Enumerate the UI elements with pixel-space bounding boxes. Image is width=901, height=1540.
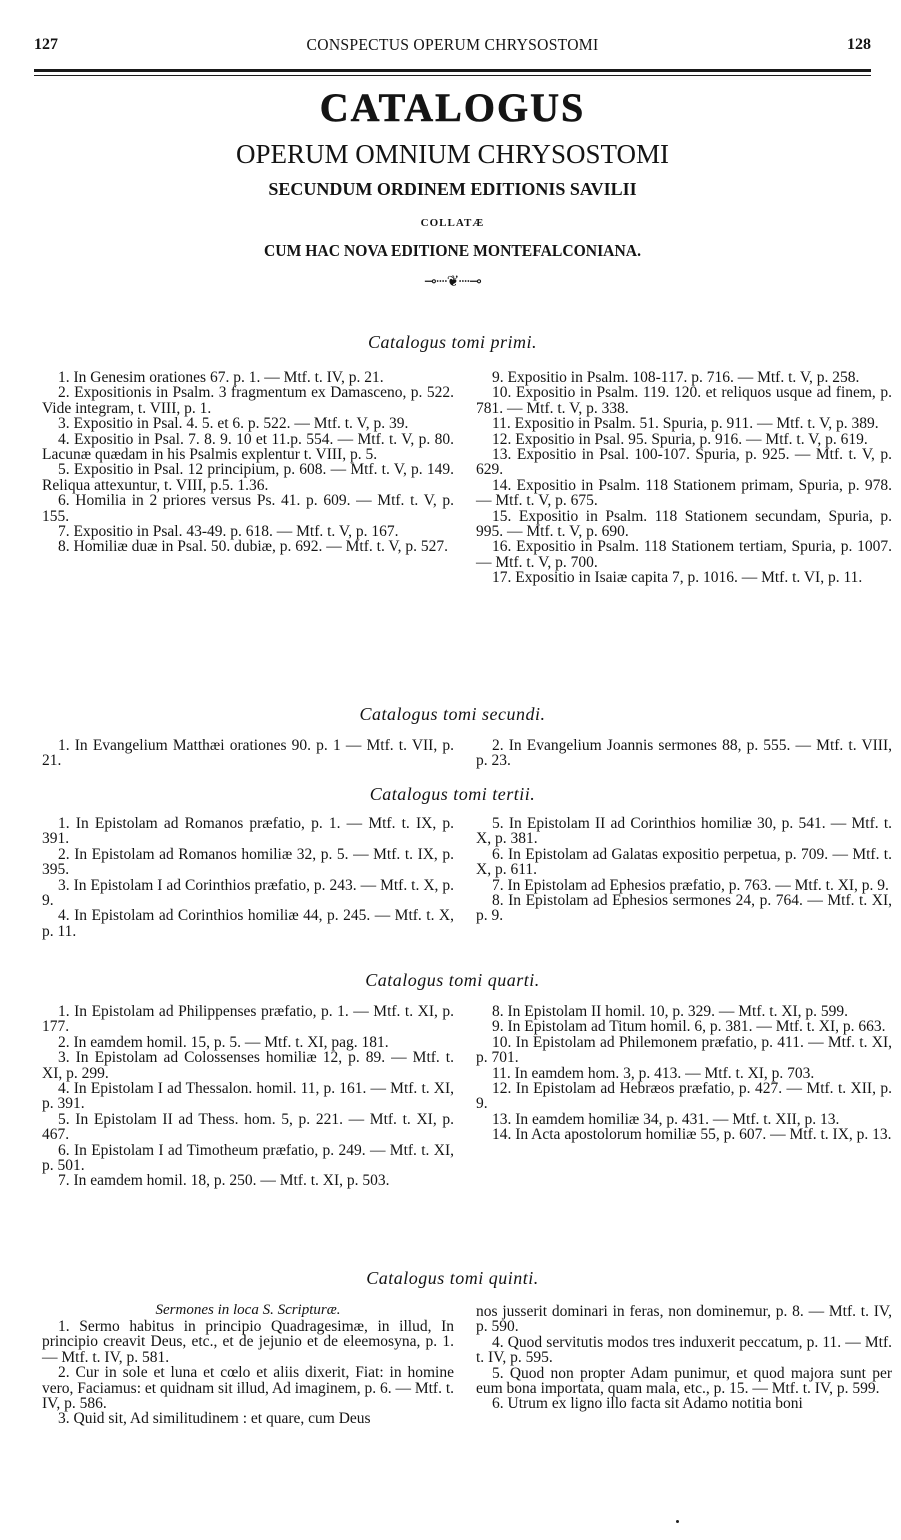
tomus-1-right-column [476, 370, 892, 586]
list-item: 1. Sermo habitus in principio Quadragesimæ, in illud, In principio creavit Deus, etc., et de jejunio et de eleemosyna, p. 1. — Mtf. t. IV, p. 581. [42, 1318, 454, 1366]
tomus-3-right-column [476, 816, 892, 924]
tomus-1-left-column [42, 370, 454, 555]
section-subheading: Sermones in loca S. Scripturæ. [155, 1302, 341, 1318]
list-item: 4. In Epistolam I ad Thessalon. homil. 11, p. 161. — Mtf. t. XI, p. 391. [42, 1080, 454, 1113]
list-item: 4. Quod servitutis modos tres induxerit peccatum, p. 11. — Mtf. t. IV, p. 595. [476, 1333, 892, 1367]
list-item: nos jusserit dominari in feras, non dominemur, p. 8. — Mtf. t. IV, p. 590. [476, 1303, 892, 1336]
list-item: 5. Quod non propter Adam punimur, et quod majora sunt per eum bona importata, quam mala, etc., p. 15. — Mtf. t. IV, p. 599. [476, 1364, 892, 1398]
section-heading-tomus-1: Catalogus tomi primi. [367, 332, 538, 352]
list-item: 14. In Acta apostolorum homiliæ 55, p. 607. — Mtf. t. IX, p. 13. [492, 1126, 892, 1144]
list-item: 2. In Epistolam ad Romanos homiliæ 32, p. 5. — Mtf. t. IX, p. 395. [42, 845, 454, 879]
list-item: 1. In Evangelium Matthæi orationes 90. p. 1 — Mtf. t. VII, p. 21. [42, 737, 454, 770]
tomus-2-right-column [476, 738, 892, 769]
list-item: 11. Expositio in Psalm. 51. Spuria, p. 911. — Mtf. t. V, p. 389. [492, 415, 879, 433]
section-heading-tomus-5: Catalogus tomi quinti. [366, 1268, 539, 1288]
header-rule-thin [34, 75, 871, 76]
tomus-5-left-column [42, 1302, 454, 1427]
list-item: 8. In Epistolam ad Ephesios sermones 24, p. 764. — Mtf. t. XI, p. 9. [476, 892, 892, 925]
list-item: 5. Expositio in Psal. 12 principium, p. 608. — Mtf. t. V, p. 149. Reliqua attexuntur, t. VIII, p.5. 1.36. [42, 461, 454, 494]
list-item: 10. Expositio in Psalm. 119. 120. et reliquos usque ad finem, p. 781. — Mtf. t. V, p. 338. [476, 384, 892, 417]
list-item: 6. Utrum ex ligno illo facta sit Adamo notitia boni [492, 1395, 803, 1413]
list-item: 3. Quid sit, Ad similitudinem : et quare, cum Deus [58, 1410, 371, 1428]
list-item: 7. In Epistolam ad Ephesios præfatio, p. 763. — Mtf. t. XI, p. 9. [492, 876, 889, 894]
title-block [34, 84, 871, 292]
list-item: 7. Expositio in Psal. 43-49. p. 618. — Mtf. t. V, p. 167. [58, 523, 399, 541]
list-item: 13. Expositio in Psal. 100-107. Spuria, p. 925. — Mtf. t. V, p. 629. [476, 446, 892, 479]
running-title: CONSPECTUS OPERUM CHRYSOSTOMI [306, 35, 599, 54]
list-item: 2. In Evangelium Joannis sermones 88, p. 555. — Mtf. t. VIII, p. 23. [476, 737, 892, 770]
list-item: 10. In Epistolam ad Philemonem præfatio, p. 411. — Mtf. t. XI, p. 701. [476, 1033, 892, 1067]
catalog-edition-line: SECUNDUM ORDINEM EDITIONIS SAVILII [268, 179, 637, 199]
list-item: 1. In Genesim orationes 67. p. 1. — Mtf. t. IV, p. 21. [58, 369, 384, 386]
tomus-5-right-column [476, 1304, 892, 1412]
catalog-title: CATALOGUS [319, 85, 586, 130]
list-item: 6. In Epistolam I ad Timotheum præfatio, p. 249. — Mtf. t. XI, p. 501. [42, 1141, 454, 1175]
list-item: 2. Expositionis in Psalm. 3 fragmentum ex Damasceno, p. 522. Vide integram, t. VIII, p. 1. [42, 384, 454, 417]
list-item: 5. In Epistolam II ad Thess. hom. 5, p. 221. — Mtf. t. XI, p. 467. [42, 1110, 454, 1144]
section-heading-tomus-2: Catalogus tomi secundi. [359, 704, 546, 724]
list-item: 8. Homiliæ duæ in Psal. 50. dubiæ, p. 692. — Mtf. t. V, p. 527. [58, 538, 448, 556]
tomus-2-left-column [42, 738, 454, 769]
page-number-right: 128 [847, 36, 871, 53]
catalog-collatae: COLLATÆ [420, 217, 485, 229]
list-item: 6. In Epistolam ad Galatas expositio perpetua, p. 709. — Mtf. t. X, p. 611. [476, 845, 892, 879]
list-item: 1. In Epistolam ad Philippenses præfatio, p. 1. — Mtf. t. XI, p. 177. [42, 1003, 454, 1036]
ink-speck [676, 1520, 679, 1523]
list-item: 3. In Epistolam I ad Corinthios præfatio, p. 243. — Mtf. t. X, p. 9. [42, 876, 454, 910]
tomus-3-left-column [42, 816, 454, 939]
list-item: 4. Expositio in Psal. 7. 8. 9. 10 et 11.p. 554. — Mtf. t. V, p. 80. Lacunæ quædam in his Psalmis explentur t. VIII, p. 5. [42, 430, 454, 464]
list-item: 2. In eamdem homil. 15, p. 5. — Mtf. t. XI, pag. 181. [58, 1033, 389, 1051]
page-number-left: 127 [34, 36, 58, 53]
list-item: 3. In Epistolam ad Colossenses homiliæ 12, p. 89. — Mtf. t. XI, p. 299. [42, 1049, 454, 1082]
list-item: 1. In Epistolam ad Romanos præfatio, p. 1. — Mtf. t. IX, p. 391. [42, 815, 454, 848]
section-heading-tomus-4: Catalogus tomi quarti. [365, 970, 540, 990]
list-item: 5. In Epistolam II ad Corinthios homiliæ 30, p. 541. — Mtf. t. X, p. 381. [476, 815, 892, 848]
ornament-divider: ⊸∙∙∙∙❦∙∙∙∙⊸ [424, 274, 481, 290]
list-item: 11. In eamdem hom. 3, p. 413. — Mtf. t. XI, p. 703. [492, 1064, 815, 1082]
list-item: 13. In eamdem homiliæ 34, p. 431. — Mtf. t. XII, p. 13. [492, 1110, 840, 1128]
list-item: 3. Expositio in Psal. 4. 5. et 6. p. 522. — Mtf. t. V, p. 39. [58, 415, 409, 433]
list-item: 16. Expositio in Psalm. 118 Stationem tertiam, Spuria, p. 1007. — Mtf. t. V, p. 700. [476, 538, 892, 571]
list-item: 12. In Epistolam ad Hebræos præfatio, p. 427. — Mtf. t. XII, p. 9. [476, 1080, 892, 1113]
list-item: 9. Expositio in Psalm. 108-117. p. 716. — Mtf. t. V, p. 258. [492, 369, 860, 386]
tomus-4-right-column [476, 1004, 892, 1143]
list-item: 8. In Epistolam II homil. 10, p. 329. — Mtf. t. XI, p. 599. [492, 1003, 849, 1020]
running-head [34, 34, 871, 58]
list-item: 4. In Epistolam ad Corinthios homiliæ 44, p. 245. — Mtf. t. X, p. 11. [42, 907, 454, 940]
header-rule-thick [34, 69, 871, 72]
tomus-4-left-column [42, 1004, 454, 1189]
list-item: 7. In eamdem homil. 18, p. 250. — Mtf. t. XI, p. 503. [58, 1172, 390, 1190]
list-item: 12. Expositio in Psal. 95. Spuria, p. 916. — Mtf. t. V, p. 619. [492, 430, 868, 448]
section-heading-tomus-3: Catalogus tomi tertii. [369, 784, 536, 804]
list-item: 17. Expositio in Isaiæ capita 7, p. 1016. — Mtf. t. VI, p. 11. [492, 569, 863, 587]
list-item: 15. Expositio in Psalm. 118 Stationem secundam, Spuria, p. 995. — Mtf. t. V, p. 690. [476, 507, 892, 541]
list-item: 6. Homilia in 2 priores versus Ps. 41. p. 609. — Mtf. t. V, p. 155. [42, 492, 454, 525]
list-item: 9. In Epistolam ad Titum homil. 6, p. 381. — Mtf. t. XI, p. 663. [492, 1018, 886, 1036]
list-item: 14. Expositio in Psalm. 118 Stationem primam, Spuria, p. 978. — Mtf. t. V, p. 675. [476, 476, 892, 510]
list-item: 2. Cur in sole et luna et cœlo et aliis dixerit, Fiat: in homine vero, Faciamus: et quidnam sit illud, Ad imaginem, p. 6. — Mtf. t. IV, p. 586. [42, 1364, 454, 1413]
catalog-montefalconiana: CUM HAC NOVA EDITIONE MONTEFALCONIANA. [264, 241, 641, 260]
catalog-subtitle: OPERUM OMNIUM CHRYSOSTOMI [235, 139, 670, 169]
